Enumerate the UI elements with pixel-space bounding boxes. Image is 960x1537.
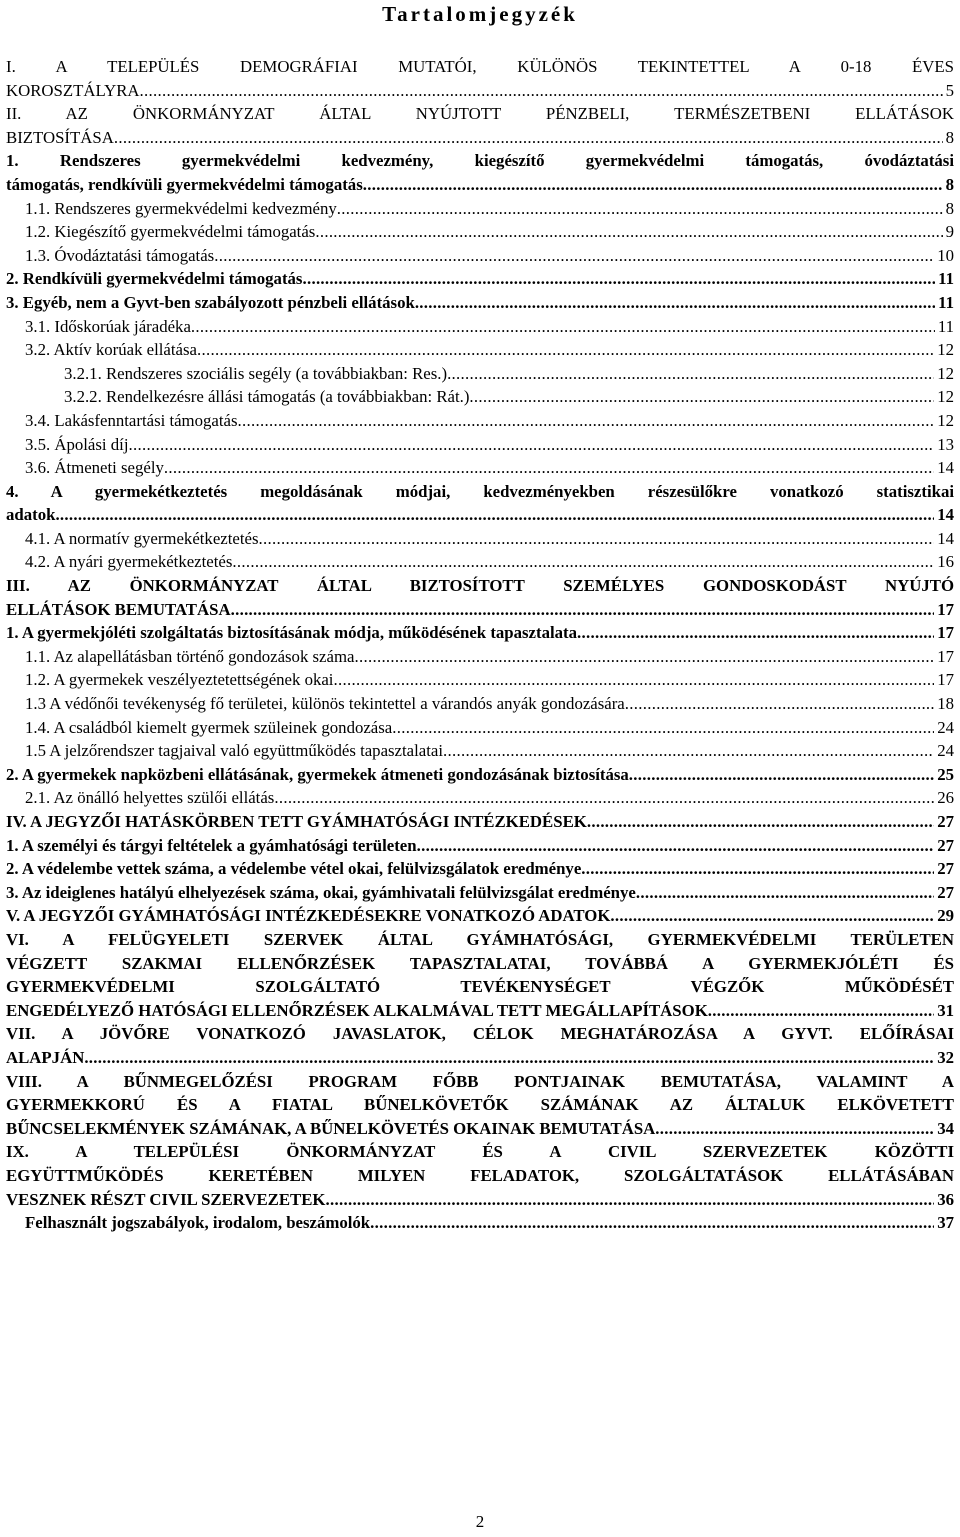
toc-entry-line bbox=[6, 267, 954, 291]
toc-entry[interactable] bbox=[6, 433, 954, 457]
toc-entry-heading-line: 4. A gyermekétkeztetés megoldásának módjai, kedvezményekben részesülőkre vonatkozó statisztikai bbox=[6, 481, 954, 501]
dot-leader bbox=[84, 1046, 934, 1070]
toc-page-number: 17 bbox=[937, 670, 954, 690]
toc-entry[interactable] bbox=[6, 904, 954, 928]
toc-entry-title: BIZTOSÍTÁSA bbox=[6, 127, 114, 147]
dot-leader bbox=[417, 834, 935, 858]
toc-entry[interactable] bbox=[6, 621, 954, 645]
toc-entry[interactable] bbox=[6, 574, 954, 621]
dot-leader bbox=[629, 763, 934, 787]
toc-entry-line bbox=[6, 810, 954, 834]
toc-entry-title: VESZNEK RÉSZT CIVIL SZERVEZETEK bbox=[6, 1189, 326, 1209]
toc-entry-title: 3.2. Aktív korúak ellátása bbox=[25, 340, 197, 360]
toc-entry-title: 3.5. Ápolási díj bbox=[25, 434, 129, 454]
toc-entry-line bbox=[25, 739, 954, 763]
toc-entry[interactable] bbox=[6, 716, 954, 740]
toc-page-number: 37 bbox=[937, 1213, 954, 1233]
dot-leader bbox=[325, 1188, 934, 1212]
toc-page-number: 25 bbox=[937, 764, 954, 784]
toc-entry-title: 3.1. Időskorúak járadéka bbox=[25, 316, 191, 336]
toc-entry-line bbox=[6, 904, 954, 928]
toc-page-number: 14 bbox=[937, 458, 954, 478]
toc-entry-line bbox=[25, 716, 954, 740]
toc-entry[interactable] bbox=[6, 692, 954, 716]
dot-leader bbox=[625, 692, 934, 716]
toc-entry-line bbox=[6, 1117, 954, 1141]
toc-entry-line bbox=[25, 645, 954, 669]
toc-entry-line bbox=[25, 315, 954, 339]
toc-page-number: 11 bbox=[938, 269, 954, 289]
toc-entry-heading-line: EGYÜTTMŰKÖDÉS KERETÉBEN MILYEN FELADATOK, SZOLGÁLTATÁSOK ELLÁTÁSÁBAN bbox=[6, 1165, 954, 1185]
toc-entry-title: ALAPJÁN bbox=[6, 1047, 85, 1067]
toc-entry-line bbox=[64, 362, 954, 386]
toc-page-number: 31 bbox=[937, 1000, 954, 1020]
toc-page-number: 24 bbox=[937, 741, 954, 761]
dot-leader bbox=[354, 645, 934, 669]
toc-entry-title: 1. A személyi és tárgyi feltételek a gyámhatósági területen bbox=[6, 835, 417, 855]
toc-entry-title: 2. Rendkívüli gyermekvédelmi támogatás bbox=[6, 269, 303, 289]
toc-page-number: 18 bbox=[937, 694, 954, 714]
toc-entry-heading-line: 1. Rendszeres gyermekvédelmi kedvezmény, kiegészítő gyermekvédelmi támogatás, óvodáztatási bbox=[6, 151, 954, 171]
table-of-contents bbox=[6, 55, 954, 1235]
toc-entry-line bbox=[25, 456, 954, 480]
toc-entry[interactable] bbox=[6, 315, 954, 339]
dot-leader bbox=[581, 857, 934, 881]
toc-entry-title: 1. A gyermekjóléti szolgáltatás biztosításának módja, működésének tapasztalata bbox=[6, 623, 578, 643]
toc-entry-title: 3. Egyéb, nem a Gyvt-ben szabályozott pénzbeli ellátások bbox=[6, 292, 415, 312]
toc-entry-title: 2. A gyermekek napközbeni ellátásának, gyermekek átmeneti gondozásának biztosítása bbox=[6, 764, 629, 784]
toc-entry[interactable] bbox=[6, 149, 954, 196]
toc-page-number: 17 bbox=[937, 623, 954, 643]
toc-page-number: 12 bbox=[937, 387, 954, 407]
toc-entry[interactable] bbox=[6, 810, 954, 834]
dot-leader bbox=[469, 385, 934, 409]
toc-page-number: 14 bbox=[937, 505, 954, 525]
dot-leader bbox=[587, 810, 934, 834]
toc-entry-line bbox=[6, 79, 954, 103]
toc-entry-title: 1.3. Óvodáztatási támogatás bbox=[25, 245, 215, 265]
toc-entry[interactable] bbox=[6, 786, 954, 810]
toc-entry-title: 1.1. Rendszeres gyermekvédelmi kedvezmény bbox=[25, 198, 337, 218]
toc-entry-title: 1.4. A családból kiemelt gyermek szüleinek gondozása bbox=[25, 717, 393, 737]
toc-entry-title: BŰNCSELEKMÉNYEK SZÁMÁNAK, A BŰNELKÖVETÉS OKAINAK BEMUTATÁSA bbox=[6, 1118, 656, 1138]
toc-entry[interactable] bbox=[6, 338, 954, 362]
toc-entry-line bbox=[6, 1046, 954, 1070]
toc-page-number: 14 bbox=[937, 528, 954, 548]
toc-entry-title: IV. A JEGYZŐI HATÁSKÖRBEN TETT GYÁMHATÓSÁGI INTÉZKEDÉSEK bbox=[6, 812, 587, 831]
toc-entry-line bbox=[6, 999, 954, 1023]
toc-entry-title: ELLÁTÁSOK BEMUTATÁSA bbox=[6, 599, 231, 619]
toc-entry-line bbox=[25, 692, 954, 716]
toc-entry-heading-line: I. A TELEPÜLÉS DEMOGRÁFIAI MUTATÓI, KÜLÖNÖS TEKINTETTEL A 0-18 ÉVES bbox=[6, 57, 954, 76]
dot-leader bbox=[363, 173, 943, 197]
toc-page-number: 12 bbox=[937, 340, 954, 360]
dot-leader bbox=[231, 598, 935, 622]
toc-entry-heading-line: IX. A TELEPÜLÉSI ÖNKORMÁNYZAT ÉS A CIVIL SZERVEZETEK KÖZÖTTI bbox=[6, 1142, 954, 1162]
dot-leader bbox=[415, 291, 935, 315]
dot-leader bbox=[443, 739, 934, 763]
page-number: 2 bbox=[475, 1512, 485, 1531]
toc-entry-line bbox=[25, 1211, 954, 1235]
toc-entry-line bbox=[25, 550, 954, 574]
dot-leader bbox=[164, 456, 934, 480]
toc-entry-title: 1.1. Az alapellátásban történő gondozások száma bbox=[25, 646, 355, 666]
toc-page-number: 8 bbox=[945, 174, 954, 194]
toc-page-number: 9 bbox=[945, 222, 954, 242]
dot-leader bbox=[302, 267, 935, 291]
toc-entry[interactable] bbox=[6, 834, 954, 858]
dot-leader bbox=[447, 362, 934, 386]
toc-entry-line bbox=[6, 834, 954, 858]
toc-entry-title: 1.3 A védőnői tevékenység fő területei, különös tekintettel a várandós anyák gondozására bbox=[25, 694, 625, 714]
toc-entry-heading-line: VII. A JÖVŐRE VONATKOZÓ JAVASLATOK, CÉLOK MEGHATÁROZÁSA A GYVT. ELŐÍRÁSAI bbox=[6, 1024, 954, 1044]
dot-leader bbox=[232, 550, 934, 574]
toc-entry[interactable] bbox=[6, 244, 954, 268]
toc-entry-line bbox=[25, 244, 954, 268]
toc-entry-line bbox=[6, 763, 954, 787]
toc-entry-line bbox=[6, 1188, 954, 1212]
toc-entry-title: 1.2. A gyermekek veszélyeztetettségének okai bbox=[25, 670, 334, 690]
dot-leader bbox=[577, 621, 934, 645]
toc-entry-title: 2.1. Az önálló helyettes szülői ellátás bbox=[25, 788, 275, 808]
toc-page-number: 26 bbox=[937, 788, 954, 808]
toc-entry-line bbox=[64, 385, 954, 409]
dot-leader bbox=[337, 197, 943, 221]
toc-entry-title: 3. Az ideiglenes hatályú elhelyezések száma, okai, gyámhivatali felülvizsgálat eredménye bbox=[6, 882, 636, 902]
toc-entry-line bbox=[25, 433, 954, 457]
toc-page-number: 8 bbox=[945, 198, 954, 218]
toc-entry-title: 3.4. Lakásfenntartási támogatás bbox=[25, 410, 238, 430]
toc-entry-heading-line: VÉGZETT SZAKMAI ELLENŐRZÉSEK TAPASZTALATAI, TOVÁBBÁ A GYERMEKJÓLÉTI ÉS bbox=[6, 953, 954, 973]
toc-entry-line bbox=[6, 291, 954, 315]
dot-leader bbox=[238, 409, 935, 433]
toc-page-number: 36 bbox=[937, 1189, 954, 1209]
toc-entry-line bbox=[6, 503, 954, 527]
toc-entry[interactable] bbox=[6, 645, 954, 669]
toc-entry[interactable] bbox=[6, 550, 954, 574]
toc-page-number: 32 bbox=[937, 1047, 954, 1067]
toc-entry-title: ENGEDÉLYEZŐ HATÓSÁGI ELLENŐRZÉSEK ALKALMÁVAL TETT MEGÁLLAPÍTÁSOK bbox=[6, 1000, 708, 1020]
toc-entry[interactable] bbox=[6, 409, 954, 433]
toc-page-number: 11 bbox=[938, 292, 954, 312]
toc-entry-line bbox=[25, 197, 954, 221]
toc-entry[interactable] bbox=[6, 102, 954, 149]
toc-entry-line bbox=[25, 409, 954, 433]
page-title: Tartalomjegyzék bbox=[382, 2, 578, 26]
toc-page-number: 17 bbox=[937, 646, 954, 666]
toc-entry-title: Felhasznált jogszabályok, irodalom, beszámolók bbox=[25, 1213, 371, 1233]
toc-page-number: 11 bbox=[937, 316, 954, 336]
toc-page-number: 5 bbox=[945, 80, 954, 100]
dot-leader bbox=[392, 716, 934, 740]
toc-page-number: 27 bbox=[937, 835, 954, 855]
dot-leader bbox=[655, 1117, 934, 1141]
dot-leader bbox=[191, 315, 935, 339]
toc-page-number: 12 bbox=[937, 410, 954, 430]
toc-entry-title: 3.2.2. Rendelkezésre állási támogatás (a továbbiakban: Rát.) bbox=[64, 387, 470, 407]
toc-entry-title: 3.2.1. Rendszeres szociális segély (a továbbiakban: Res.) bbox=[64, 363, 448, 383]
dot-leader bbox=[114, 126, 943, 150]
toc-entry[interactable] bbox=[6, 362, 954, 386]
dot-leader bbox=[197, 338, 934, 362]
toc-page-number: 27 bbox=[937, 812, 954, 831]
toc-page-number: 12 bbox=[937, 363, 954, 383]
toc-entry[interactable] bbox=[6, 480, 954, 527]
dot-leader bbox=[214, 244, 934, 268]
dot-leader bbox=[333, 668, 934, 692]
toc-entry[interactable] bbox=[6, 668, 954, 692]
dot-leader bbox=[258, 527, 934, 551]
toc-entry-heading-line: VI. A FELÜGYELETI SZERVEK ÁLTAL GYÁMHATÓSÁGI, GYERMEKVÉDELMI TERÜLETEN bbox=[6, 929, 954, 949]
dot-leader bbox=[370, 1211, 934, 1235]
toc-entry[interactable] bbox=[6, 527, 954, 551]
dot-leader bbox=[140, 79, 943, 103]
toc-entry[interactable] bbox=[6, 928, 954, 1022]
toc-page-number: 16 bbox=[937, 552, 954, 572]
toc-entry[interactable] bbox=[6, 291, 954, 315]
toc-entry-title: 4.1. A normatív gyermekétkeztetés bbox=[25, 528, 259, 548]
toc-entry-title: adatok bbox=[6, 505, 56, 525]
toc-entry-heading-line: GYERMEKVÉDELMI SZOLGÁLTATÓ TEVÉKENYSÉGET VÉGZŐK MŰKÖDÉSÉT bbox=[6, 977, 954, 997]
toc-entry[interactable] bbox=[6, 1140, 954, 1211]
toc-entry[interactable] bbox=[6, 385, 954, 409]
toc-entry-title: 4.2. A nyári gyermekétkeztetés bbox=[25, 552, 233, 572]
toc-entry-line bbox=[25, 338, 954, 362]
toc-entry[interactable] bbox=[6, 55, 954, 102]
toc-entry[interactable] bbox=[6, 739, 954, 763]
toc-entry-line bbox=[6, 881, 954, 905]
toc-entry[interactable] bbox=[6, 1022, 954, 1069]
dot-leader bbox=[315, 220, 942, 244]
toc-entry-line bbox=[25, 527, 954, 551]
toc-page-number: 29 bbox=[937, 906, 954, 926]
toc-entry[interactable] bbox=[6, 1211, 954, 1235]
toc-entry-line bbox=[6, 126, 954, 150]
dot-leader bbox=[274, 786, 934, 810]
dot-leader bbox=[128, 433, 934, 457]
toc-entry[interactable] bbox=[6, 763, 954, 787]
toc-entry-title: támogatás, rendkívüli gyermekvédelmi támogatás bbox=[6, 174, 363, 194]
toc-page-number: 8 bbox=[945, 127, 954, 147]
toc-page-number: 13 bbox=[937, 434, 954, 454]
toc-entry-line bbox=[25, 786, 954, 810]
toc-entry-heading-line: III. AZ ÖNKORMÁNYZAT ÁLTAL BIZTOSÍTOTT SZEMÉLYES GONDOSKODÁST NYÚJTÓ bbox=[6, 576, 954, 596]
toc-entry-title: 1.2. Kiegészítő gyermekvédelmi támogatás bbox=[25, 222, 316, 242]
toc-entry-line bbox=[6, 621, 954, 645]
toc-entry[interactable] bbox=[6, 881, 954, 905]
toc-entry-title: 2. A védelembe vettek száma, a védelembe vétel okai, felülvizsgálatok eredménye bbox=[6, 859, 582, 879]
toc-entry[interactable] bbox=[6, 220, 954, 244]
toc-entry-line bbox=[6, 173, 954, 197]
toc-entry-line bbox=[6, 598, 954, 622]
toc-entry-heading-line: VIII. A BŰNMEGELŐZÉSI PROGRAM FŐBB PONTJAINAK BEMUTATÁSA, VALAMINT A bbox=[6, 1071, 954, 1091]
toc-entry-heading-line: II. AZ ÖNKORMÁNYZAT ÁLTAL NYÚJTOTT PÉNZBELI, TERMÉSZETBENI ELLÁTÁSOK bbox=[6, 104, 954, 124]
toc-entry[interactable] bbox=[6, 857, 954, 881]
dot-leader bbox=[55, 503, 934, 527]
toc-entry-title: 3.6. Átmeneti segély bbox=[25, 458, 164, 478]
toc-page-number: 34 bbox=[937, 1118, 954, 1138]
toc-entry[interactable] bbox=[6, 197, 954, 221]
toc-entry-line bbox=[25, 668, 954, 692]
toc-page-number: 27 bbox=[937, 859, 954, 879]
dot-leader bbox=[610, 904, 934, 928]
toc-page-number: 10 bbox=[937, 245, 954, 265]
toc-entry[interactable] bbox=[6, 456, 954, 480]
toc-page-number: 27 bbox=[937, 882, 954, 902]
toc-page-number: 17 bbox=[937, 599, 954, 619]
toc-page-number: 24 bbox=[937, 717, 954, 737]
dot-leader bbox=[636, 881, 934, 905]
dot-leader bbox=[708, 999, 934, 1023]
toc-entry-title: V. A JEGYZŐI GYÁMHATÓSÁGI INTÉZKEDÉSEKRE VONATKOZÓ ADATOK bbox=[6, 906, 611, 926]
toc-entry-heading-line: GYERMEKKORÚ ÉS A FIATAL BŰNELKÖVETŐK SZÁMÁNAK AZ ÁLTALUK ELKÖVETETT bbox=[6, 1095, 954, 1115]
toc-entry-title: KOROSZTÁLYRA bbox=[6, 80, 140, 100]
toc-entry-title: 1.5 A jelzőrendszer tagjaival való együttműködés tapasztalatai bbox=[25, 741, 443, 761]
toc-entry-line bbox=[6, 857, 954, 881]
toc-entry[interactable] bbox=[6, 1070, 954, 1141]
toc-entry-line bbox=[25, 220, 954, 244]
toc-entry[interactable] bbox=[6, 267, 954, 291]
